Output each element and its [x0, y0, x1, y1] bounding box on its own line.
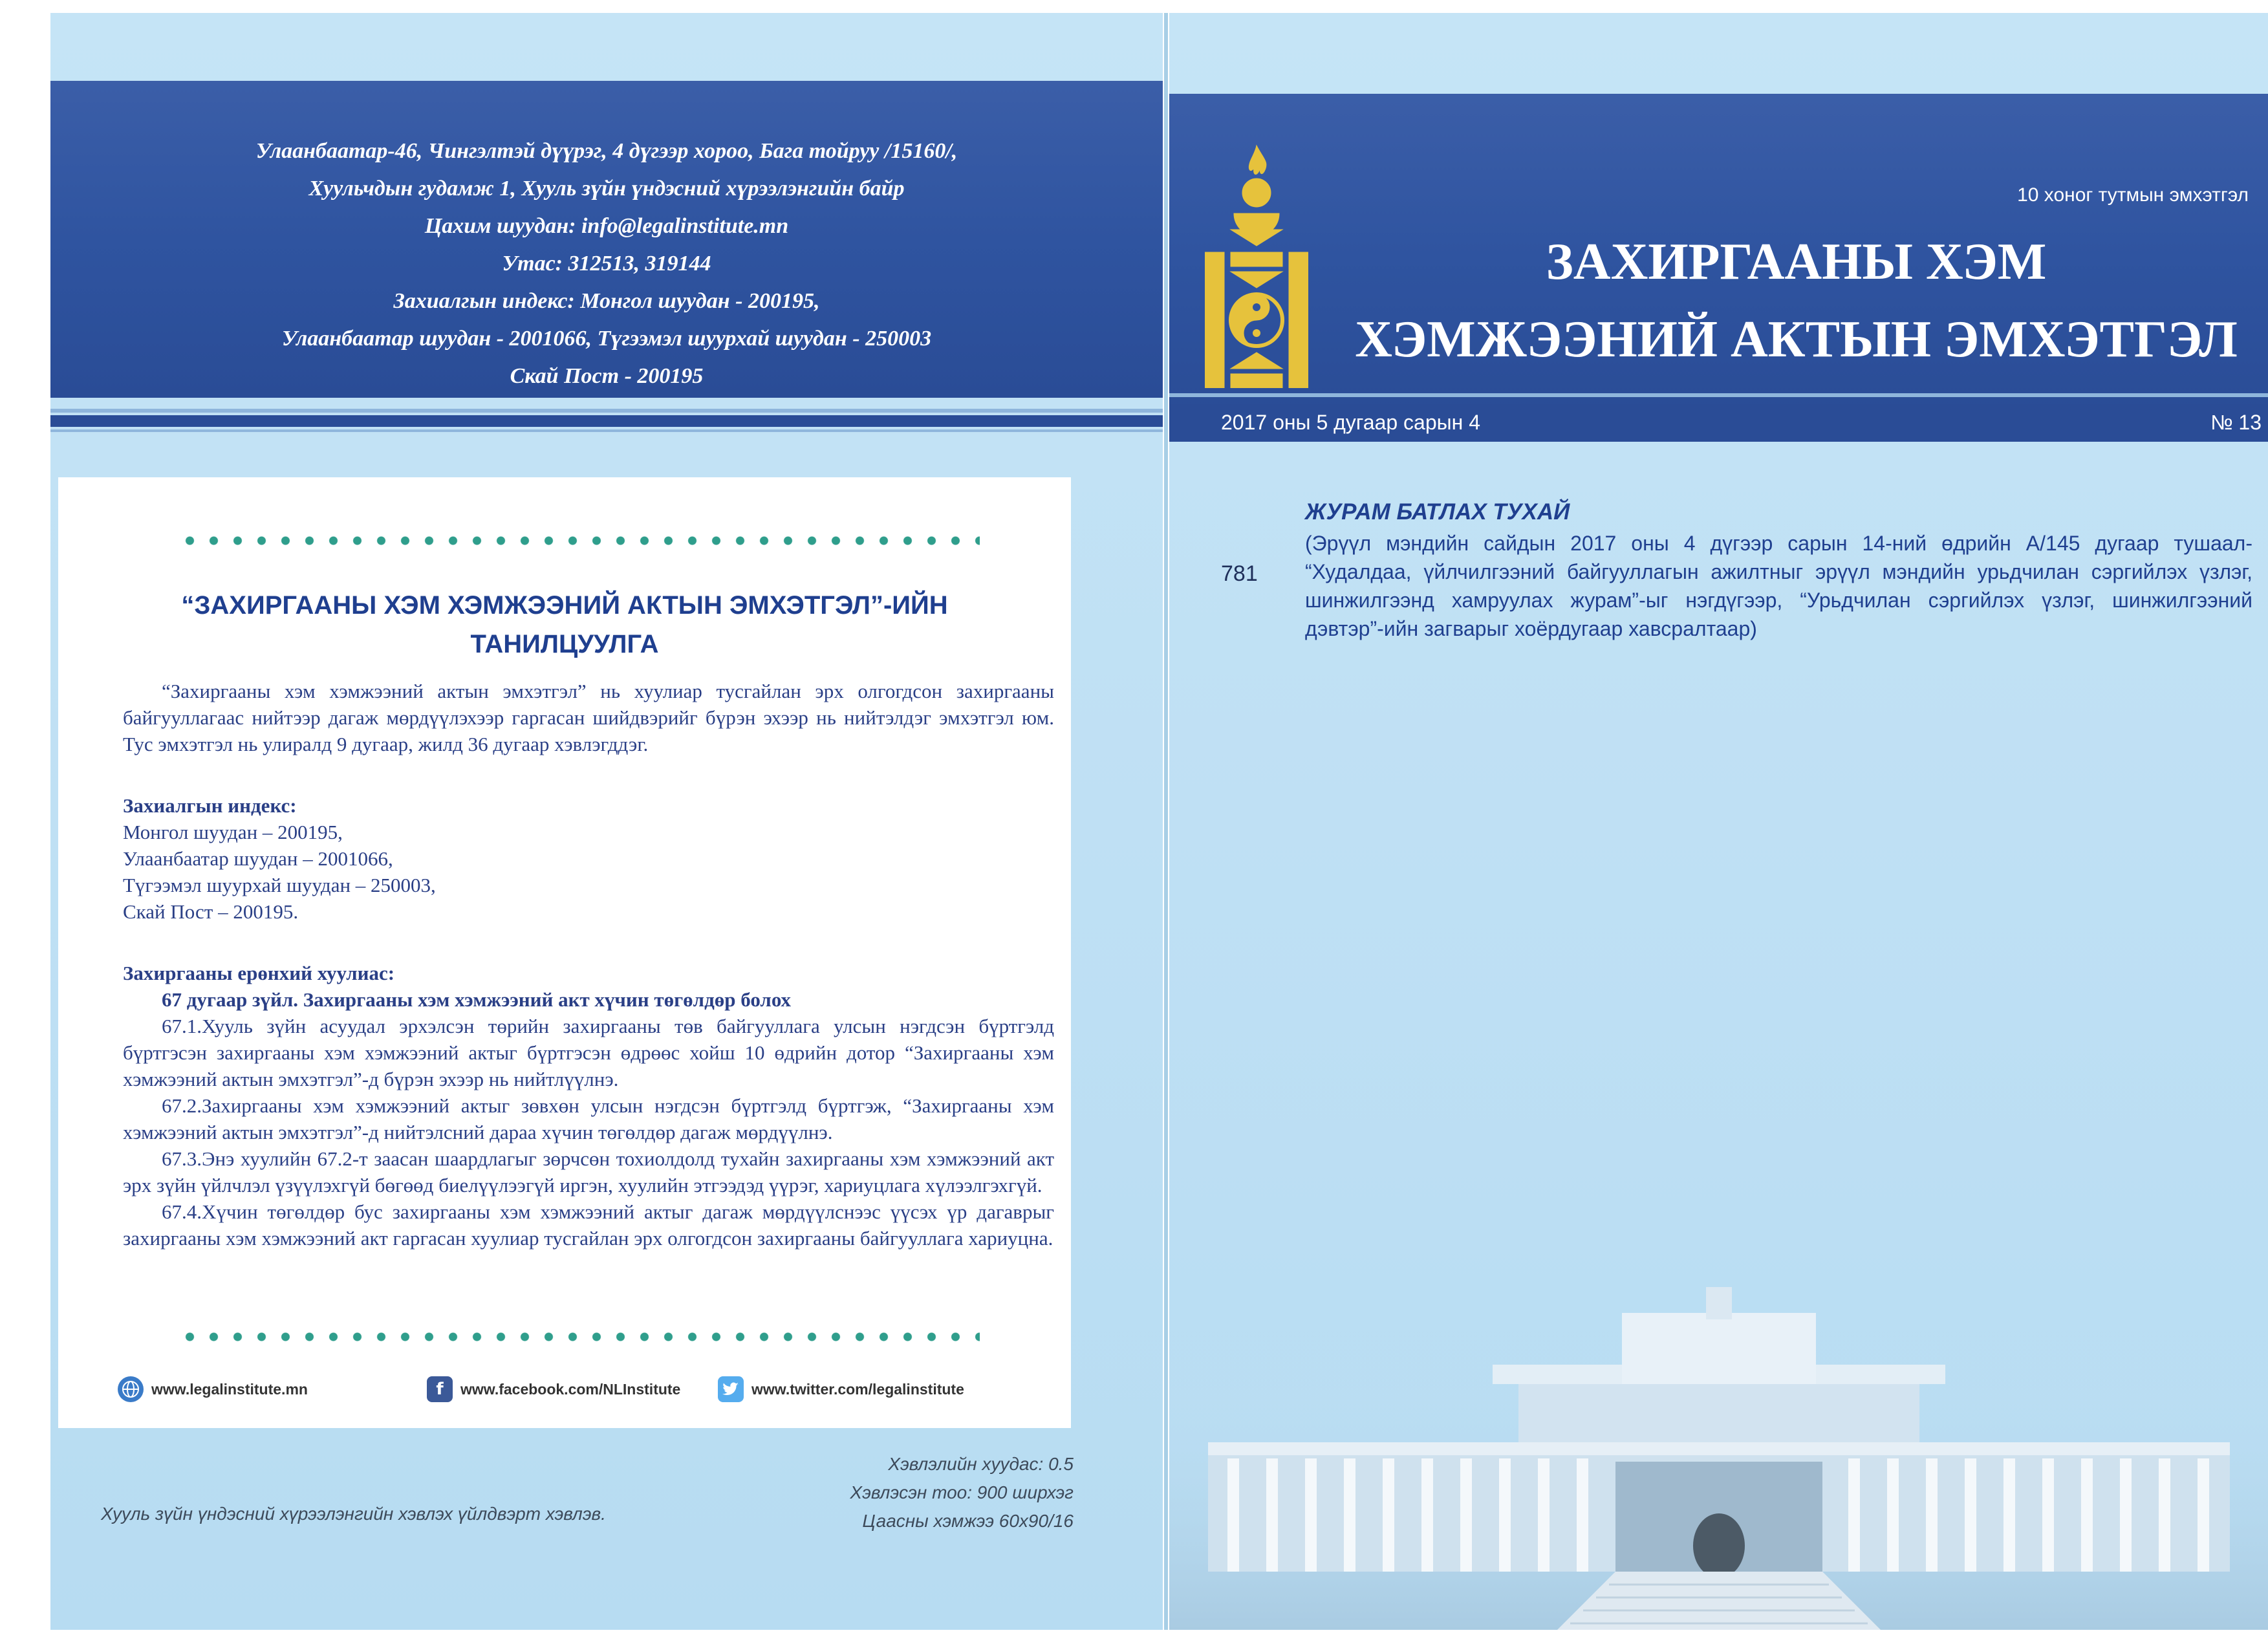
dot-divider-top — [178, 536, 980, 545]
clause-paragraph: 67.2.Захиргааны хэм хэмжээний актыг зөвхөн улсын нэгдсэн бүртгэлд бүртгэж, “Захиргааны хэм хэмжээний актын эмхэтгэл”-д нийтэлсний дараа хүчин төгөлдөр дагаж мөрдүүлнэ. — [123, 1094, 1054, 1143]
divider-stripe — [50, 415, 1163, 427]
twitter-link[interactable] — [718, 1376, 964, 1402]
tagline: 10 хоног тутмын эмхэтгэл — [2017, 184, 2249, 206]
publisher-address — [50, 133, 1163, 395]
publication-title-line2: ХЭМЖЭЭНИЙ АКТЫН ЭМХЭТГЭЛ — [1355, 311, 2238, 368]
article-heading: 67 дугаар зүйл. Захиргааны хэм хэмжээний акт хүчин төгөлдөр болох — [162, 988, 792, 1011]
document-title: ЖУРАМ БАТЛАХ ТУХАЙ — [1305, 499, 1570, 525]
subscription-line: Скай Пост – 200195. — [123, 900, 299, 923]
clause-paragraph: 67.4.Хүчин төгөлдөр бус захиргааны хэм хэмжээний актыг дагаж мөрдүүлснээс үүсэх үр дагаврыг захиргааны хэм хэмжээний акт гаргасан хуулиар тусгайлан эрх олгогдсон захиргааны байгууллага хариуцна. — [123, 1200, 1054, 1250]
print-spec-line: Хэвлэлийн хуудас: 0.5 — [888, 1454, 1074, 1474]
document-description: (Эрүүл мэндийн сайдын 2017 оны 4 дүгээр сарын 14-ний өдрийн А/145 дугаар тушаал- “Худалдаа, үйлчилгээний байгууллагын ажилтныг эрүүл мэндийн урьдчилан сэргийлэх үзлэг, шинжилгээнд хамруулах журам”-ыг нэгдүгээр, “Урьдчилан сэргийлэх үзлэг, шинжилгээний дэвтэр”-ийн загварыг хоёрдугаар хавсралтаар) — [1305, 532, 2252, 640]
subscription-line: Улаанбаатар шуудан – 2001066, — [123, 847, 393, 870]
divider-stripe — [50, 429, 1163, 432]
card-body — [123, 678, 1054, 1251]
print-specs — [850, 1450, 1074, 1535]
twitter-icon — [718, 1376, 744, 1402]
law-heading: Захиргааны ерөнхий хуулиас: — [123, 962, 395, 984]
soyombo-emblem — [1205, 142, 1308, 388]
facebook-url: www.facebook.com/NLInstitute — [460, 1380, 681, 1398]
intro-paragraph: “Захиргааны хэм хэмжээний актын эмхэтгэл” нь хуулиар тусгайлан эрх олгогдсон захиргааны байгууллагаас нийтээр дагаж мөрдүүлэхээр гаргасан шийдвэрийг бүрэн эхээр нь нийтэлдэг эмхэтгэл юм. Тус эмхэтгэл нь улиралд 9 дугаар, жилд 36 дугаар хэвлэгддэг. — [123, 680, 1054, 755]
print-spec-line: Хэвлэсэн тоо: 900 ширхэг — [850, 1482, 1074, 1502]
clause-paragraph: 67.1.Хууль зүйн асуудал эрхэлсэн төрийн захиргааны төв байгууллага улсын нэгдсэн бүртгэлд бүртгэсэн захиргааны хэм хэмжээний актыг бүртгэсэн өдрөөс хойш 10 өдрийн дотор “Захиргааны хэм хэмжээний актын эмхэтгэл”-д бүрэн эхээр нь нийтлүүлнэ. — [123, 1015, 1054, 1090]
address-line: Захиалгын индекс: Монгол шуудан - 200195, — [393, 289, 820, 313]
social-links — [58, 1376, 1071, 1409]
divider-stripe — [1169, 393, 2268, 397]
globe-icon — [118, 1376, 144, 1402]
issue-number: № 13 — [2210, 411, 2262, 434]
subscription-line: Түгээмэл шуурхай шуудан – 250003, — [123, 874, 436, 896]
front-cover — [1169, 13, 2268, 1630]
printer-note: Хууль зүйн үндэсний хүрээлэнгийн хэвлэх үйлдвэрт хэвлэв. — [101, 1504, 606, 1524]
divider-stripe — [50, 409, 1163, 413]
clause-paragraph: 67.3.Энэ хуулийн 67.2-т заасан шаардлагыг зөрчсөн тохиолдолд тухайн захиргааны хэм хэмжээний акт эрх зүйн үйлчлэл үзүүлэхгүй бөгөөд биелүүлээгүй иргэн, хуулийн этгээдэд үүрэг, хариуцлага хүлээлгэхгүй. — [123, 1147, 1054, 1196]
address-line: Хуульчдын гудамж 1, Хууль зүйн үндэсний хүрээлэнгийн байр — [308, 177, 905, 200]
facebook-link[interactable] — [427, 1376, 680, 1402]
issue-date: 2017 оны 5 дугаар сарын 4 — [1221, 411, 1480, 434]
publication-title-line1: ЗАХИРГААНЫ ХЭМ — [1546, 233, 2047, 290]
facebook-icon: f — [427, 1376, 453, 1402]
card-title-line: “ЗАХИРГААНЫ ХЭМ ХЭМЖЭЭНИЙ АКТЫН ЭМХЭТГЭЛ”-ИЙН — [181, 591, 948, 620]
print-spec-line: Цаасны хэмжээ 60х90/16 — [862, 1511, 1074, 1531]
address-line: Улаанбаатар-46, Чингэлтэй дүүрэг, 4 дүгээр хороо, Бага тойруу /15160/, — [255, 139, 958, 163]
address-line: Скай Пост - 200195 — [510, 364, 704, 388]
spine-fold — [1164, 13, 1168, 1630]
twitter-url: www.twitter.com/legalinstitute — [751, 1380, 964, 1398]
card-title — [123, 586, 1006, 664]
contents-entry — [1305, 499, 2252, 643]
issue-band — [1169, 404, 2268, 442]
back-cover — [50, 13, 1163, 1630]
website-link[interactable] — [118, 1376, 308, 1402]
address-line: Цахим шуудан: info@legalinstitute.mn — [424, 214, 789, 238]
dot-divider-bottom — [178, 1332, 980, 1341]
document-number: 781 — [1221, 561, 1258, 586]
government-palace-image — [1169, 1274, 2268, 1630]
subscription-heading: Захиалгын индекс: — [123, 794, 297, 817]
address-line: Утас: 312513, 319144 — [502, 252, 711, 276]
introduction-card — [58, 477, 1071, 1428]
card-title-line: ТАНИЛЦУУЛГА — [470, 630, 659, 658]
subscription-line: Монгол шуудан – 200195, — [123, 821, 343, 843]
address-line: Улаанбаатар шуудан - 2001066, Түгээмэл шуурхай шуудан - 250003 — [281, 327, 932, 351]
website-url: www.legalinstitute.mn — [151, 1380, 308, 1398]
